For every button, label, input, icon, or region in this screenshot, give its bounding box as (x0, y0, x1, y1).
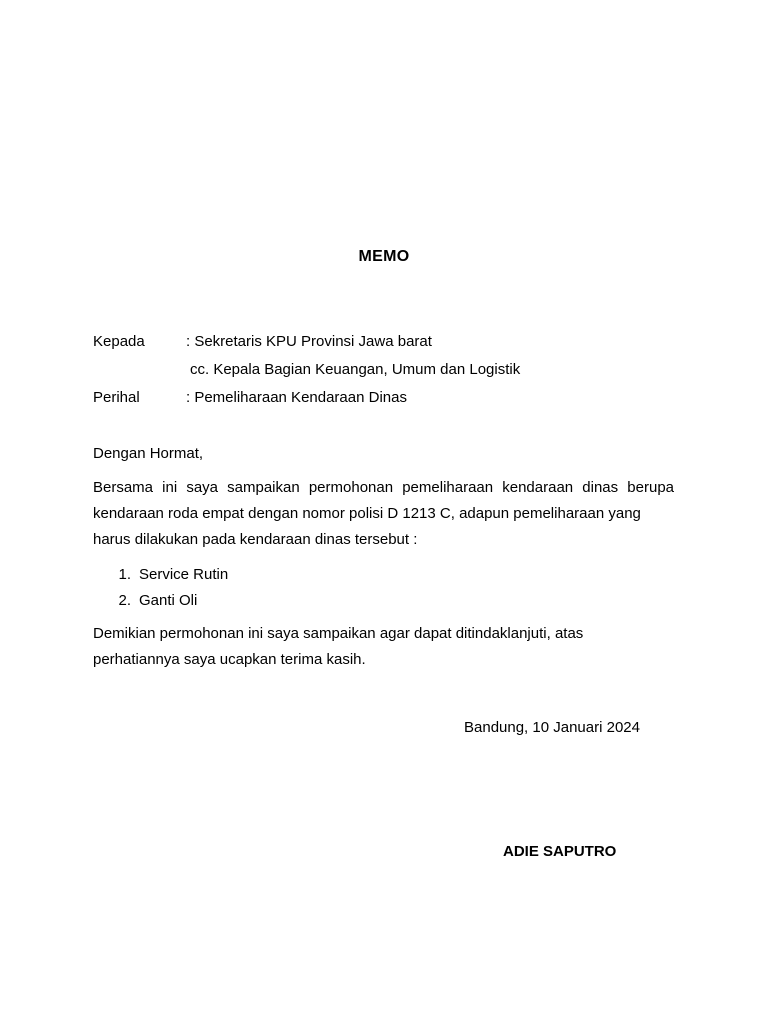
list-item-number: 2. (118, 592, 131, 609)
body-paragraph-1-line: kendaraan roda empat dengan nomor polisi D 1213 C, adapun pemeliharaan yang (93, 505, 641, 522)
body-paragraph-1-line: Bersama ini saya sampaikan permohonan pemeliharaan kendaraan dinas berupa (93, 479, 674, 496)
list-item (93, 562, 228, 588)
body-paragraph-1-line: harus dilakukan pada kendaraan dinas tersebut : (93, 531, 418, 548)
subject-label: Perihal (93, 389, 140, 406)
body-paragraph-2-line: perhatiannya saya ucapkan terima kasih. (93, 651, 366, 668)
body-paragraph-2 (93, 621, 674, 673)
body-paragraph-1 (93, 475, 674, 553)
salutation: Dengan Hormat, (93, 445, 204, 462)
maintenance-list (93, 562, 228, 614)
to-label: Kepada (93, 333, 145, 350)
to-row (93, 332, 432, 352)
list-item-text: Ganti Oli (139, 592, 198, 609)
to-value: : Sekretaris KPU Provinsi Jawa barat (186, 333, 432, 350)
cc-value: cc. Kepala Bagian Keuangan, Umum dan Logistik (190, 361, 521, 378)
list-item-text: Service Rutin (139, 566, 229, 583)
body-paragraph-2-line: Demikian permohonan ini saya sampaikan agar dapat ditindaklanjuti, atas (93, 625, 584, 642)
memo-title: MEMO (358, 248, 410, 265)
subject-row (93, 388, 407, 408)
list-item (93, 588, 228, 614)
list-item-number: 1. (118, 566, 131, 583)
signer-name: ADIE SAPUTRO (503, 843, 617, 860)
place-date: Bandung, 10 Januari 2024 (464, 719, 640, 736)
subject-value: : Pemeliharaan Kendaraan Dinas (186, 389, 407, 406)
